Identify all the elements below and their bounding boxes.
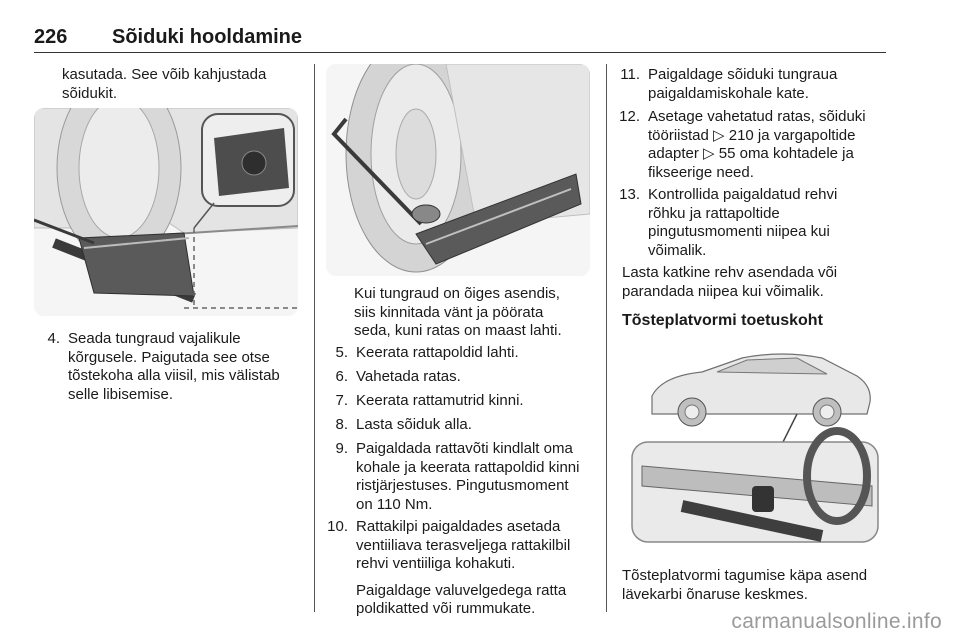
step-number: 4. xyxy=(47,330,60,347)
caption-line: Kui tungraud on õiges asendis, xyxy=(354,285,560,302)
column-divider-1 xyxy=(314,64,315,612)
step-line: rehvi ventiiliga kohakuti. xyxy=(356,555,516,572)
caption-line: lävekarbi õnaruse keskmes. xyxy=(622,585,808,603)
step-line: Asetage vahetatud ratas, sõiduki xyxy=(648,108,866,125)
jack-crank-drawing xyxy=(326,64,590,276)
step-line: on 110 Nm. xyxy=(356,495,433,513)
step-line: Paigaldada rattavõti kindlalt oma xyxy=(356,440,573,457)
jack-crank-illustration xyxy=(326,64,590,276)
step-number: 9. xyxy=(335,440,348,457)
step-line: adapter ▷ 55 oma kohtadele ja xyxy=(648,145,854,162)
intro-line: sõidukit. xyxy=(62,84,118,102)
step-number: 12. xyxy=(619,108,640,125)
step-line: tööriistad ▷ 210 ja vargapoltide xyxy=(648,126,856,144)
step-line: võimalik. xyxy=(648,241,707,259)
column-divider-2 xyxy=(606,64,607,612)
caption-line: Tõsteplatvormi tagumise käpa asend xyxy=(622,567,868,584)
intro-line: kasutada. See võib kahjustada xyxy=(62,66,267,83)
step-line: Kontrollida paigaldatud rehvi xyxy=(648,186,838,203)
step-line: Keerata rattamutrid kinni. xyxy=(356,392,524,409)
note-line: parandada niipea kui võimalik. xyxy=(622,282,824,300)
page-header xyxy=(34,24,886,52)
jack-placement-drawing xyxy=(34,108,298,316)
lift-point-caption xyxy=(622,567,892,604)
step-text xyxy=(356,440,602,514)
step-extra-line: Paigaldage valuvelgedega ratta xyxy=(356,581,567,599)
step-line: ventiiliava terasveljega rattakilbil xyxy=(356,536,571,554)
step-text xyxy=(648,108,894,182)
step-number: 6. xyxy=(335,368,348,385)
step-line: Lasta sõiduk alla. xyxy=(356,416,472,433)
step-line: paigaldamiskohale kate. xyxy=(648,84,809,102)
step-number: 7. xyxy=(335,392,348,409)
caption-line: seda, kuni ratas on maast lahti. xyxy=(354,322,562,339)
lift-point-illustration xyxy=(622,336,884,548)
step-extra-line: poldikatted või rummukate. xyxy=(356,600,536,617)
step-number: 5. xyxy=(335,344,348,361)
step-line: kõrgusele. Paigutada see otse xyxy=(68,348,270,366)
step-number: 8. xyxy=(335,416,348,433)
step-text xyxy=(68,330,308,404)
header-rule xyxy=(34,52,886,53)
repair-note xyxy=(622,264,892,301)
step-line: rõhku ja rattapoltide xyxy=(648,204,780,222)
step-line: Keerata rattapoldid lahti. xyxy=(356,344,519,361)
step-number: 13. xyxy=(619,186,640,203)
step-line: Rattakilpi paigaldades asetada xyxy=(356,518,561,535)
step-line: fikseerige need. xyxy=(648,163,754,181)
jack-placement-illustration xyxy=(34,108,298,316)
step-line: selle libisemise. xyxy=(68,385,174,403)
section-heading: Tõsteplatvormi toetuskoht xyxy=(622,312,823,329)
crank-caption xyxy=(354,285,598,341)
step-text xyxy=(356,392,602,411)
intro-paragraph xyxy=(62,66,310,103)
note-line: Lasta katkine rehv asendada või xyxy=(622,264,838,281)
step-text xyxy=(648,66,894,103)
step-line: Paigaldage sõiduki tungraua xyxy=(648,66,838,83)
step-number: 11. xyxy=(620,66,640,83)
step-line: Seada tungraud vajalikule xyxy=(68,330,241,347)
step-line: ristjärjestuses. Pingutusmoment xyxy=(356,477,569,494)
caption-line: siis kinnitada vänt ja pöörata xyxy=(354,303,544,321)
chapter-title: Sõiduki hooldamine xyxy=(112,26,303,48)
step-text xyxy=(648,186,894,260)
step-text xyxy=(356,344,602,363)
step-line: pingutusmomenti niipea kui xyxy=(648,223,830,240)
step-number: 10. xyxy=(327,518,348,535)
step-text xyxy=(356,368,602,387)
step-text xyxy=(356,518,602,619)
lift-point-drawing xyxy=(622,336,884,548)
page-number: 226 xyxy=(34,26,68,48)
step-line: kohale ja keerata rattapoldid kinni xyxy=(356,458,580,476)
step-line: tõstekoha alla viisil, mis välistab xyxy=(68,367,280,384)
watermark: carmanualsonline.info xyxy=(731,610,942,633)
step-text xyxy=(356,416,602,435)
step-line: Vahetada ratas. xyxy=(356,368,461,385)
